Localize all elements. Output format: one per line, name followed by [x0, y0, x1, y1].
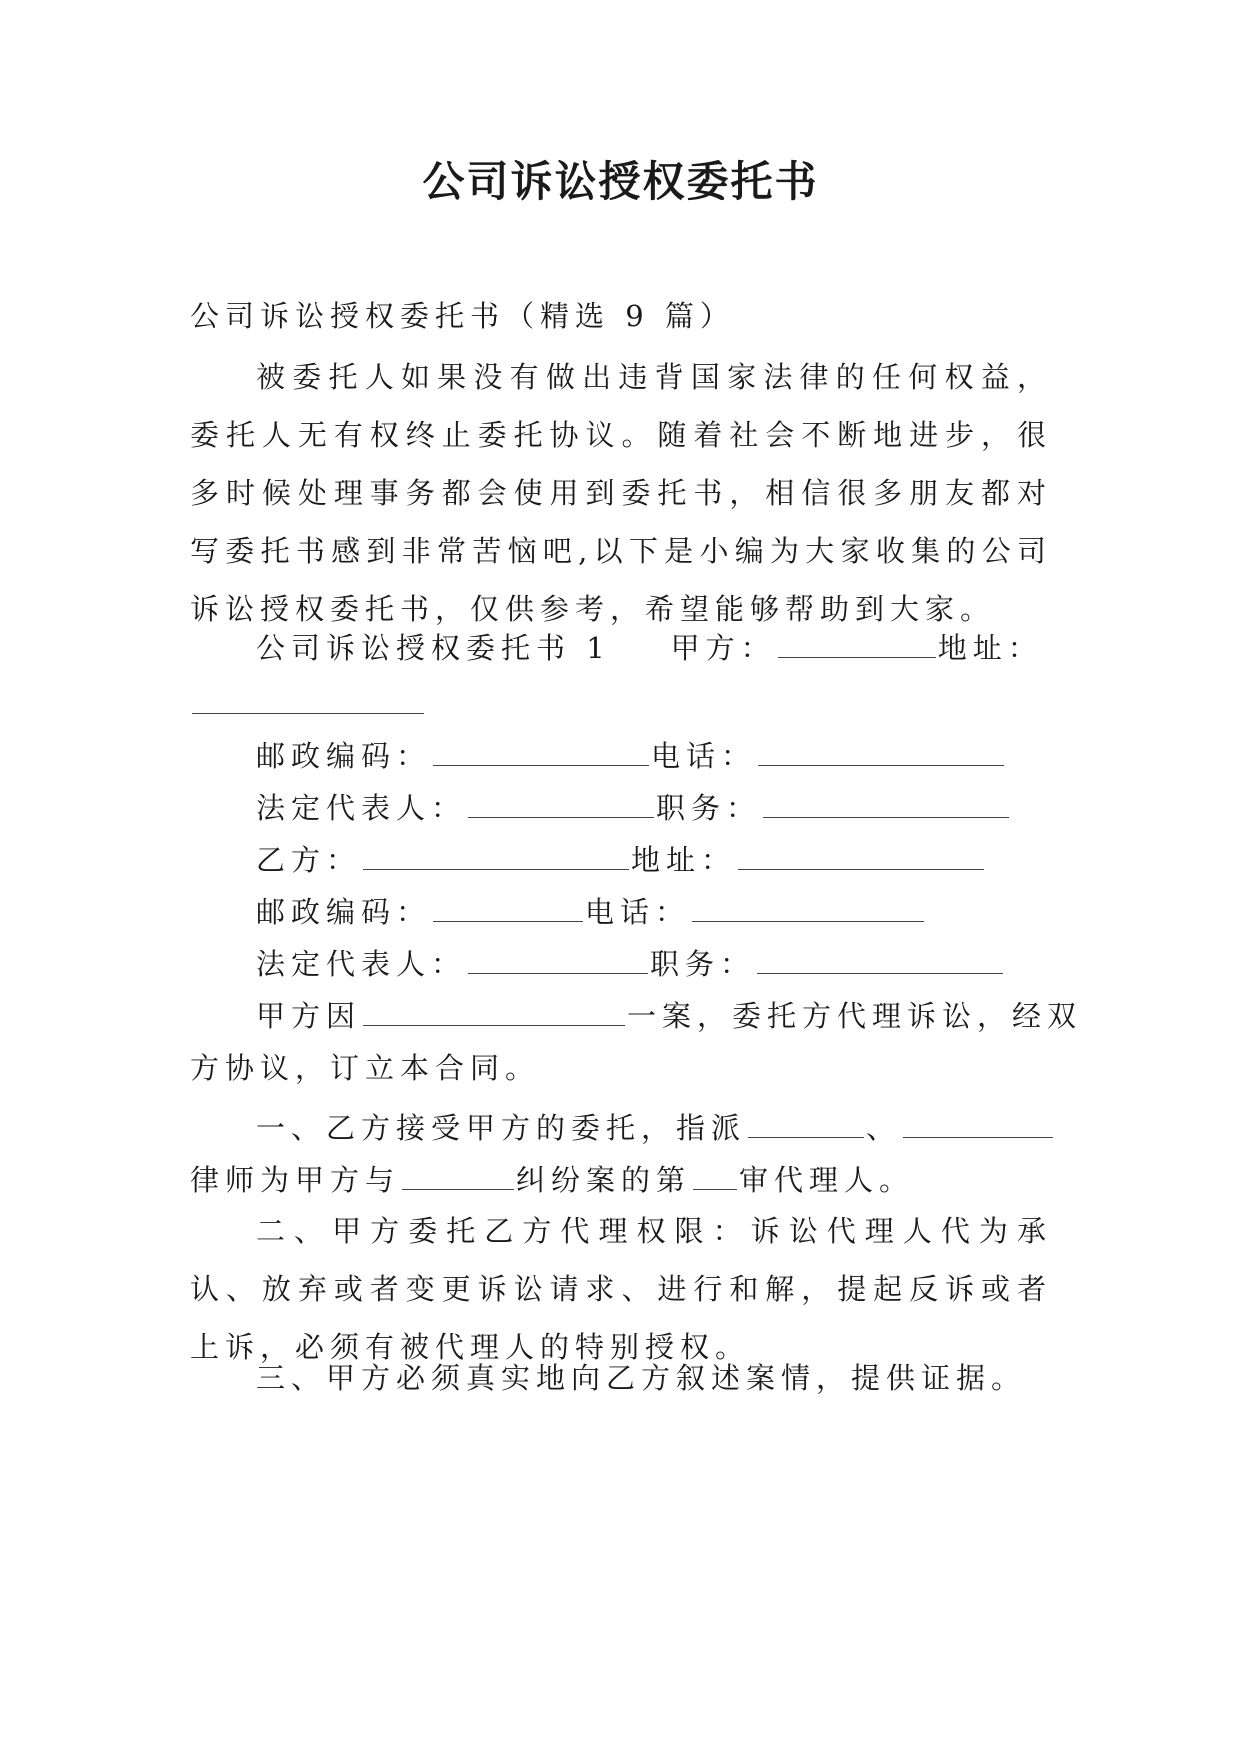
clause1-party-blank[interactable]	[402, 1161, 514, 1190]
clause2-paragraph	[190, 1202, 1052, 1376]
clause1-line2-c: 审代理人。	[739, 1163, 915, 1197]
party-b-blank[interactable]	[363, 841, 629, 870]
party-b-postcode-label: 邮政编码：	[256, 895, 432, 929]
section1-heading: 公司诉讼授权委托书 1	[256, 631, 611, 665]
document-subtitle: 公司诉讼授权委托书（精选 9 篇）	[190, 299, 735, 333]
party-a-postcode-label: 邮政编码：	[256, 739, 432, 773]
party-b-legal-rep-blank[interactable]	[468, 945, 648, 974]
party-b-postcode-line	[190, 892, 1118, 932]
party-b-address-label: 地址：	[631, 843, 737, 877]
party-b-legal-rep-line	[190, 944, 1118, 984]
case-suffix: 一案，委托方代理诉讼，经双	[627, 999, 1083, 1033]
party-a-address-blank[interactable]	[192, 685, 424, 714]
party-a-phone-label: 电话：	[651, 739, 757, 773]
clause1-text: 一、乙方接受甲方的委托，指派	[256, 1111, 747, 1145]
party-b-phone-label: 电话：	[585, 895, 691, 929]
case-line	[190, 996, 1118, 1036]
party-a-postcode-blank[interactable]	[433, 737, 649, 766]
clause2-text: 二、甲方委托乙方代理权限：诉讼代理人代为承认、放弃或者变更诉讼请求、进行和解，提起反诉或者上诉，必须有被代理人的特别授权。	[190, 1214, 1052, 1364]
clause1-line-2	[190, 1160, 1052, 1200]
party-a-postcode-line	[190, 736, 1118, 776]
party-a-address-label: 地址：	[937, 631, 1043, 665]
party-a-phone-blank[interactable]	[758, 737, 1004, 766]
clause3-line: 三、甲方必须真实地向乙方叙述案情，提供证据。	[256, 1361, 1027, 1395]
clause1-lawyer1-blank[interactable]	[748, 1109, 864, 1138]
party-a-legal-rep-label: 法定代表人：	[256, 791, 467, 825]
clause1-line	[190, 1108, 1118, 1148]
intro-paragraph	[190, 348, 1052, 638]
intro-text: 被委托人如果没有做出违背国家法律的任何权益，委托人无有权终止委托协议。随着社会不断地进步，很多时候处理事务都会使用到委托书，相信很多朋友都对写委托书感到非常苦恼吧,以下是小编为大家收集的公司诉讼授权委托书，仅供参考，希望能够帮助到大家。	[190, 360, 1052, 626]
document-title: 公司诉讼授权委托书	[422, 157, 819, 206]
party-a-position-label: 职务：	[656, 791, 762, 825]
case-line-2: 方协议，订立本合同。	[190, 1051, 541, 1085]
clause1-separator: 、	[866, 1111, 902, 1145]
clause1-instance-blank[interactable]	[693, 1161, 737, 1190]
party-b-legal-rep-label: 法定代表人：	[256, 947, 467, 981]
party-a-legal-rep-blank[interactable]	[468, 789, 654, 818]
party-b-position-blank[interactable]	[757, 945, 1003, 974]
case-prefix: 甲方因	[256, 999, 362, 1033]
party-b-postcode-blank[interactable]	[433, 893, 583, 922]
party-b-label: 乙方：	[256, 843, 362, 877]
party-b-position-label: 职务：	[650, 947, 756, 981]
party-b-phone-blank[interactable]	[692, 893, 924, 922]
clause1-line2-b: 纠纷案的第	[516, 1163, 692, 1197]
party-b-address-blank[interactable]	[738, 841, 984, 870]
section1-heading-line	[190, 628, 1118, 668]
party-a-address-line	[190, 684, 1052, 724]
case-blank[interactable]	[363, 997, 625, 1026]
clause1-line2-a: 律师为甲方与	[190, 1163, 401, 1197]
party-a-blank[interactable]	[778, 629, 936, 658]
party-b-line	[190, 840, 1118, 880]
party-a-position-blank[interactable]	[763, 789, 1009, 818]
party-a-legal-rep-line	[190, 788, 1118, 828]
party-a-label: 甲方：	[670, 631, 776, 665]
clause1-lawyer2-blank[interactable]	[903, 1109, 1053, 1138]
